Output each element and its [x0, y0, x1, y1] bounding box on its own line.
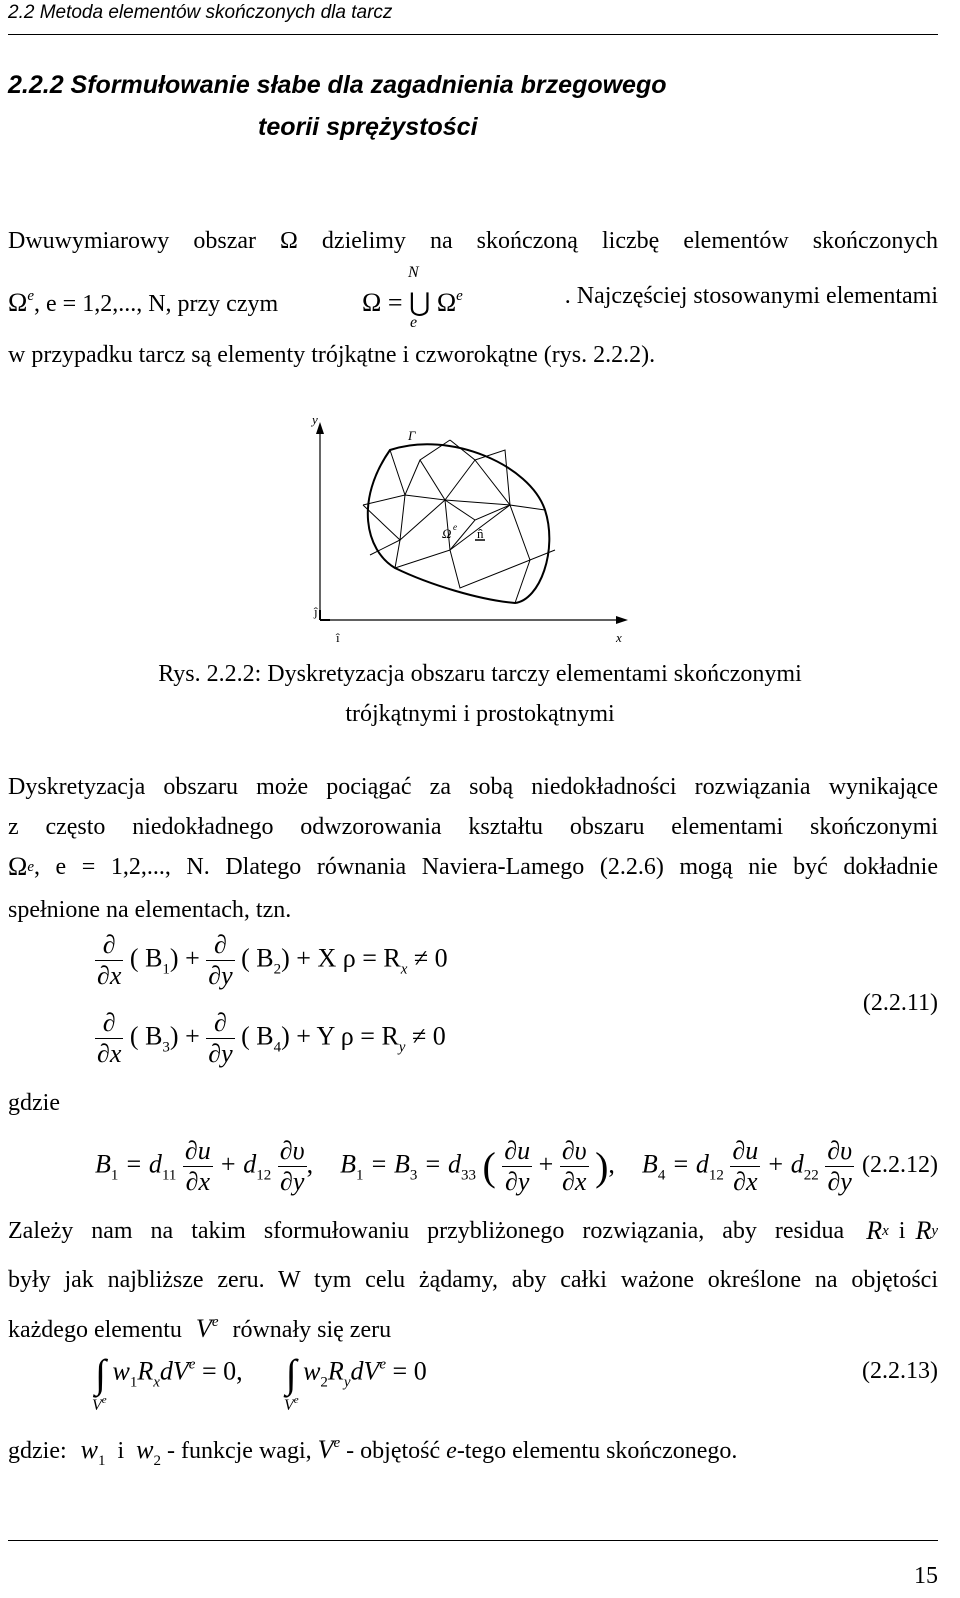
omega-label: Ω — [442, 526, 452, 541]
omega-sup: e — [453, 522, 457, 532]
para3-line1: Zależy nam na takim sformułowaniu przybliżonego rozwiązania, aby residua R x i R y — [8, 1216, 938, 1245]
page-number: 15 — [914, 1563, 938, 1589]
footer-rule — [8, 1540, 938, 1541]
header-rule — [8, 34, 938, 35]
section-title: 2.2.2 Sformułowanie słabe dla zagadnienia brzegowego teorii sprężystości — [8, 71, 667, 141]
para2-line1: Dyskretyzacja obszaru może pociągać za sobą niedokładności rozwiązania wynikające — [8, 774, 938, 800]
discretization-figure — [300, 410, 640, 650]
eq-2-2-11-row2: $\frac{\partial}{\partial x}$ ( $B_3$) + $\frac{\partial}{\partial y}$ ( $B_4) + Y$ $\rho = R_y \ne 0$ — [97, 1008, 446, 1068]
para1-line2: $\Omega^e$, e = 1,2,..., N, przy czym — [8, 288, 279, 317]
int2-limit: Ve — [284, 1394, 299, 1414]
eq-2-2-13-label: (2.2.13) — [862, 1358, 938, 1384]
int1-limit: Ve — [92, 1394, 107, 1414]
union-expression: Ω = ⋃ $\Omega^e$ — [362, 288, 463, 317]
eq-2-2-11-label: (2.2.11) — [862, 990, 938, 1016]
gdzie-label: gdzie — [8, 1090, 60, 1116]
union-top: N — [408, 264, 419, 281]
eq-2-2-12: $B_1 = d_{11}$ $\frac{\partial u}{\partial x}$ + $d_{12}$ $\frac{\partial\upsilon}{\partial y}$ , $B_1 = B_3 = d_{33}$ ( $\frac{\partial u}{\partial y}$ + $\frac{\partial\upsilon}{\partial x}$ ), $B_4 = d_{12}$ $\frac{\partial u}{\partial x}$ + $d_{22}$ $\frac{\partial\upsilon}{\partial y}$ — [95, 1136, 853, 1196]
running-header: 2.2 Metoda elementów skończonych dla tarcz — [8, 2, 393, 23]
eq-2-2-11-row1: $\frac{\partial}{\partial x}$ ( $B_1$) + $\frac{\partial}{\partial y}$ ( $B_2) + X$ $\rho = R_x \ne 0$ — [97, 930, 448, 990]
figure-caption: Rys. 2.2.2: Dyskretyzacja obszaru tarczy elementami skończonymi trójkątnymi i prostokątnymi — [158, 661, 802, 727]
para1-line3: w przypadku tarcz są elementy trójkątne i czworokątne (rys. 2.2.2). — [8, 342, 656, 368]
normal-label: n̂ — [477, 526, 484, 541]
para2-line4: spełnione na elementach, tzn. — [8, 897, 292, 923]
para1-line1: Dwuwymiarowy obszar Ω dzielimy na skończoną liczbę elementów skończonych — [8, 228, 938, 254]
eq-2-2-12-label: (2.2.12) — [862, 1152, 938, 1178]
para2-line3: Ω e , e = 1,2,..., N. Dlatego równania Naviera-Lamego (2.2.6) mogą nie być dokładnie — [8, 852, 938, 881]
axis-x-label: x — [616, 630, 622, 645]
axis-y-label: y — [312, 412, 318, 427]
union-bottom: e — [410, 314, 418, 331]
j-hat-label: ĵ — [314, 604, 318, 619]
boundary-label: Γ — [408, 428, 416, 443]
para3-line3: każdego elementu Ve równały się zeru — [8, 1314, 392, 1343]
para2-line2: z często niedokładnego odwzorowania kształtu obszaru elementami skończonymi — [8, 814, 938, 840]
i-hat-label: î — [336, 630, 340, 645]
final-line: gdzie: $w_1$ i $w_2$ - funkcje wagi, Ve - objętość e-tego elementu skończonego. — [8, 1435, 738, 1469]
para1-line2-end: . Najczęściej stosowanymi elementami — [564, 283, 938, 309]
eq-2-2-13: ∫ $w_1R_xdV^e = 0$, ∫ $w_2R_ydV^e = 0$ — [95, 1351, 427, 1396]
para3-line2: były jak najbliższe zeru. W tym celu żądamy, aby całki ważone określone na objętości — [8, 1267, 938, 1293]
